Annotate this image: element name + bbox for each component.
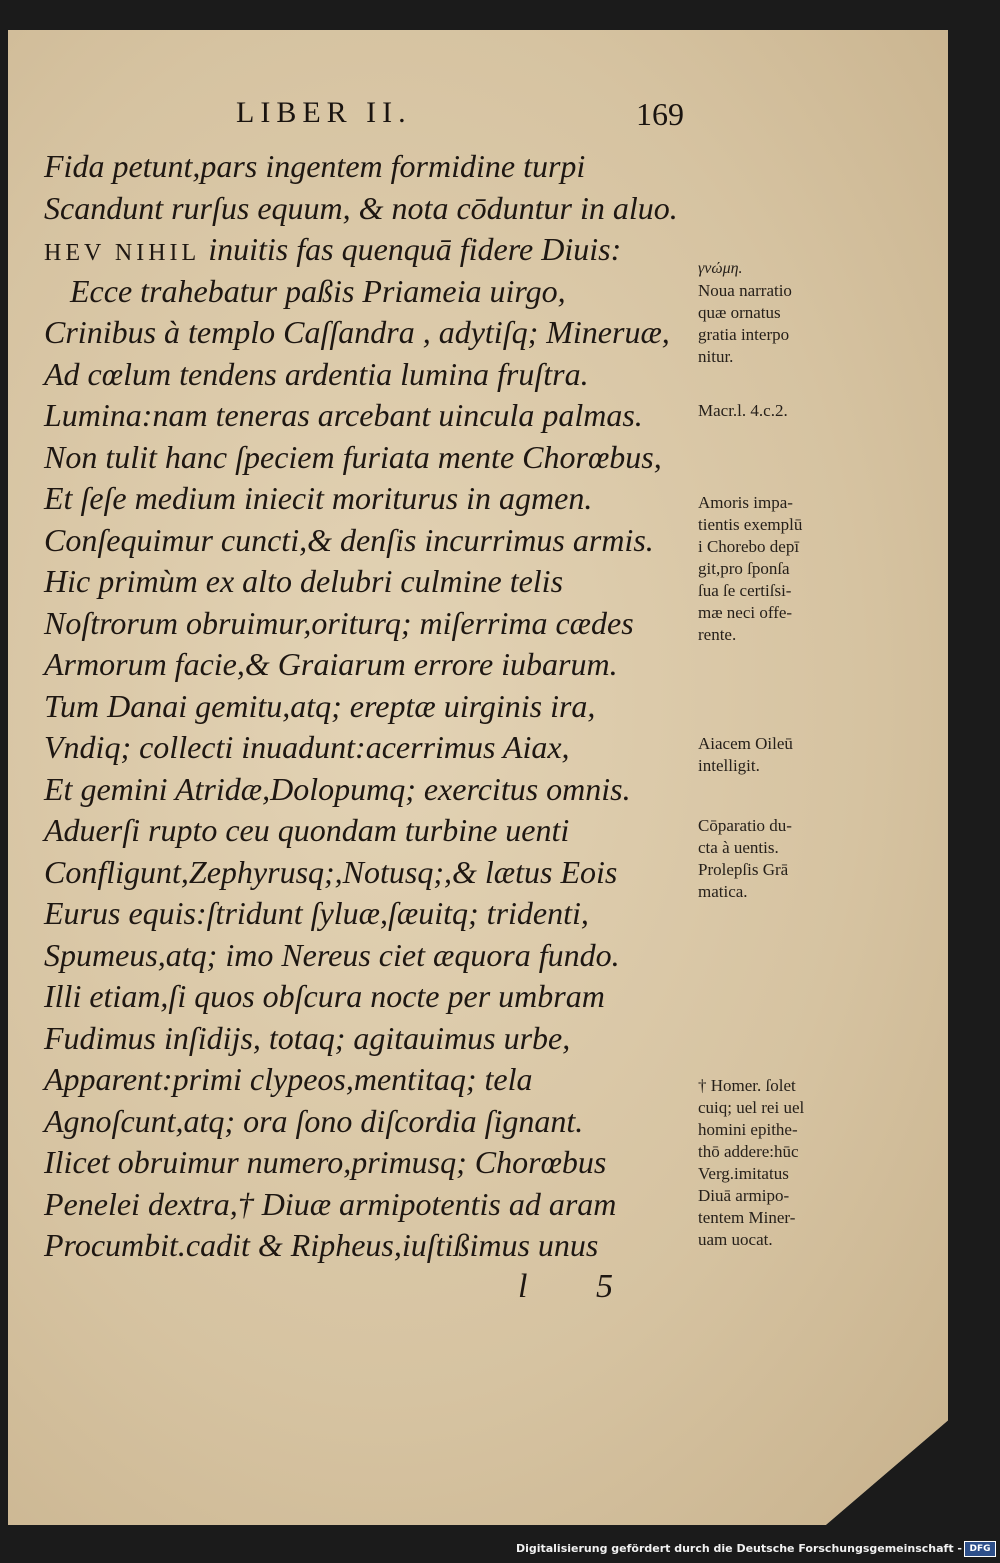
verse-line xyxy=(44,354,684,396)
verse-line xyxy=(44,520,684,562)
verse-line xyxy=(44,976,684,1018)
verse-line-text: Apparent:primi clypeos,mentitaq; tela xyxy=(44,1061,533,1097)
verse-line-text: Non tulit hanc ſpeciem furiata mente Chorœbus, xyxy=(44,438,662,475)
verse-line xyxy=(44,1225,684,1267)
verse-line-text: Agnoſcunt,atq; ora ſono diſcordia ſignant. xyxy=(44,1102,584,1139)
verse-line-text: Armorum facie,& Graiarum errore iubarum. xyxy=(44,646,618,682)
verse-line-text: Fida petunt,pars ingentem formidine turpi xyxy=(44,148,586,184)
margin-note-greek: γνώμη. xyxy=(698,260,743,277)
margin-note-homer: † Homer. ſolet cuiq; uel rei uel homini epithe- thō addere:hūc Verg.imitatus Diuā armipo- tentem Miner- uam uocat. xyxy=(698,1076,805,1249)
verse-line xyxy=(44,1142,684,1184)
verse-line-text: Vndiq; collecti inuadunt:acerrimus Aiax, xyxy=(44,729,570,765)
verse-line-text: Fudimus inſidijs, totaq; agitauimus urbe, xyxy=(44,1019,571,1056)
verse-line xyxy=(44,769,684,811)
signature-mark: l 5 xyxy=(518,1268,643,1305)
verse-line xyxy=(44,810,684,852)
verse-line xyxy=(44,229,684,271)
verse-line xyxy=(44,1101,684,1143)
verse-line-text: Ecce trahebatur paßis Priameia uirgo, xyxy=(70,272,566,309)
page-corner-fold xyxy=(823,1422,958,1555)
verse-line-text: Ilicet obruimur numero,primusq; Chorœbus xyxy=(44,1144,607,1180)
margin-note-comparatio: Cōparatio du- cta à uentis. Prolepſis Grā matica. xyxy=(698,816,792,901)
verse-line xyxy=(44,1184,684,1226)
verse-line xyxy=(44,686,684,728)
verse-line xyxy=(44,437,684,479)
verse-line-text: Illi etiam,ſi quos obſcura nocte per umbram xyxy=(44,978,605,1014)
verse-line xyxy=(44,935,684,977)
verse-line-text: Spumeus,atq; imo Nereus ciet æquora fundo. xyxy=(44,936,620,973)
margin-note-narratio: Noua narratio quæ ornatus gratia interpo nitur. xyxy=(698,281,792,366)
verse-line xyxy=(44,1059,684,1101)
verse-line xyxy=(44,478,684,520)
verse-line xyxy=(44,146,684,188)
verse-line xyxy=(44,852,684,894)
verse-line xyxy=(44,727,684,769)
verse-line-text: Lumina:nam teneras arcebant uincula palmas. xyxy=(44,397,643,433)
page-header xyxy=(0,96,1000,136)
verse-line xyxy=(44,1018,684,1060)
verse-line-text: Procumbit.cadit & Ripheus,iuſtißimus unus xyxy=(44,1227,599,1263)
digitization-credit: Digitalisierung gefördert durch die Deutsche Forschungsgemeinschaft - xyxy=(515,1542,962,1555)
verse-line xyxy=(44,893,684,935)
verse-line xyxy=(44,312,684,354)
verse-line-text: Noſtrorum obruimur,oriturq; miſerrima cædes xyxy=(44,604,634,641)
verse-line-text: Crinibus à templo Caſſandra , adytiſq; Mineruæ, xyxy=(44,314,670,350)
verse-line xyxy=(44,395,684,437)
verse-line-text: Hic primùm ex alto delubri culmine telis xyxy=(44,563,564,599)
verse-line-text: Scandunt rurſus equum, & nota cōduntur in aluo. xyxy=(44,189,678,226)
page-number: 169 xyxy=(636,96,684,132)
verse-line-text: Eurus equis:ſtridunt ſyluæ,ſæuitq; tridenti, xyxy=(44,895,589,931)
running-head: LIBER II. xyxy=(236,96,412,129)
verse-line-text: Et gemini Atridæ,Dolopumq; exercitus omnis. xyxy=(44,770,631,807)
verse-line xyxy=(44,271,684,313)
verse-line xyxy=(44,561,684,603)
verse-line xyxy=(44,644,684,686)
verse-line xyxy=(44,188,684,230)
verse-line-text: Confligunt,Zephyrusq;,Notusq;,& lætus Eois xyxy=(44,853,618,890)
verse-line-text: Penelei dextra,† Diuæ armipotentis ad aram xyxy=(44,1185,617,1222)
margin-note-amoris: Amoris impa- tientis exemplū i Chorebo depī git,pro ſponſa ſua ſe certiſsi- mæ neci offe- rente. xyxy=(698,493,803,644)
verse-line-text: Ad cœlum tendens ardentia lumina fruſtra. xyxy=(44,355,589,392)
verse-text xyxy=(44,146,684,1267)
verse-line-text: Aduerſi rupto ceu quondam turbine uenti xyxy=(44,812,570,848)
dfg-logo: DFG xyxy=(964,1541,996,1557)
margin-note-aiacem: Aiacem Oileū intelligit. xyxy=(698,734,793,775)
verse-line-text: Conſequimur cuncti,& denſis incurrimus armis. xyxy=(44,521,654,558)
margin-note-macrobius: Macr.l. 4.c.2. xyxy=(698,401,788,420)
verse-line-text: Et ſeſe medium iniecit moriturus in agmen. xyxy=(44,480,593,516)
verse-line-text: Tum Danai gemitu,atq; ereptæ uirginis ira, xyxy=(44,687,596,724)
verse-line-text: inuitis fas quenquā fidere Diuis: xyxy=(200,231,622,267)
verse-line xyxy=(44,603,684,645)
verse-lead-capitals: HEV NIHIL xyxy=(44,240,201,266)
